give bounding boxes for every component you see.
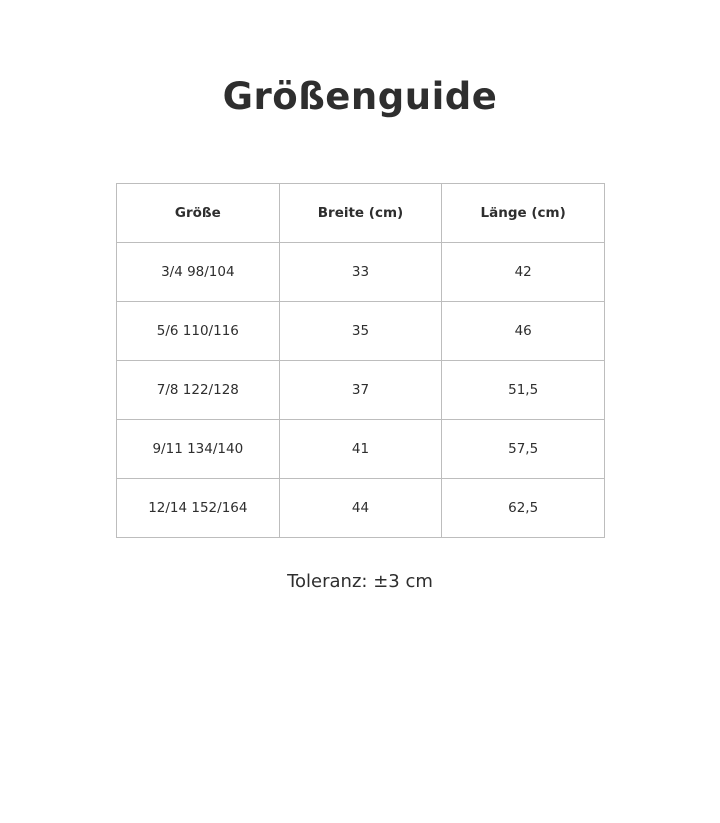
cell-width: 33 <box>279 243 442 302</box>
table-row <box>117 243 605 302</box>
cell-width: 41 <box>279 420 442 479</box>
column-header-length: Länge (cm) <box>442 184 605 243</box>
cell-length: 51,5 <box>442 361 605 420</box>
table-row <box>117 302 605 361</box>
cell-length: 57,5 <box>442 420 605 479</box>
cell-size: 12/14 152/164 <box>117 479 280 538</box>
cell-length: 42 <box>442 243 605 302</box>
cell-length: 46 <box>442 302 605 361</box>
cell-size: 7/8 122/128 <box>117 361 280 420</box>
cell-width: 35 <box>279 302 442 361</box>
cell-width: 37 <box>279 361 442 420</box>
size-guide-table <box>116 183 605 538</box>
table-header-row <box>117 184 605 243</box>
cell-size: 9/11 134/140 <box>117 420 280 479</box>
cell-size: 3/4 98/104 <box>117 243 280 302</box>
cell-length: 62,5 <box>442 479 605 538</box>
column-header-width: Breite (cm) <box>279 184 442 243</box>
table-row <box>117 479 605 538</box>
tolerance-note: Toleranz: ±3 cm <box>287 571 433 592</box>
page-title: Größenguide <box>222 75 498 118</box>
cell-width: 44 <box>279 479 442 538</box>
table-row <box>117 420 605 479</box>
table-row <box>117 361 605 420</box>
column-header-size: Größe <box>117 184 280 243</box>
cell-size: 5/6 110/116 <box>117 302 280 361</box>
